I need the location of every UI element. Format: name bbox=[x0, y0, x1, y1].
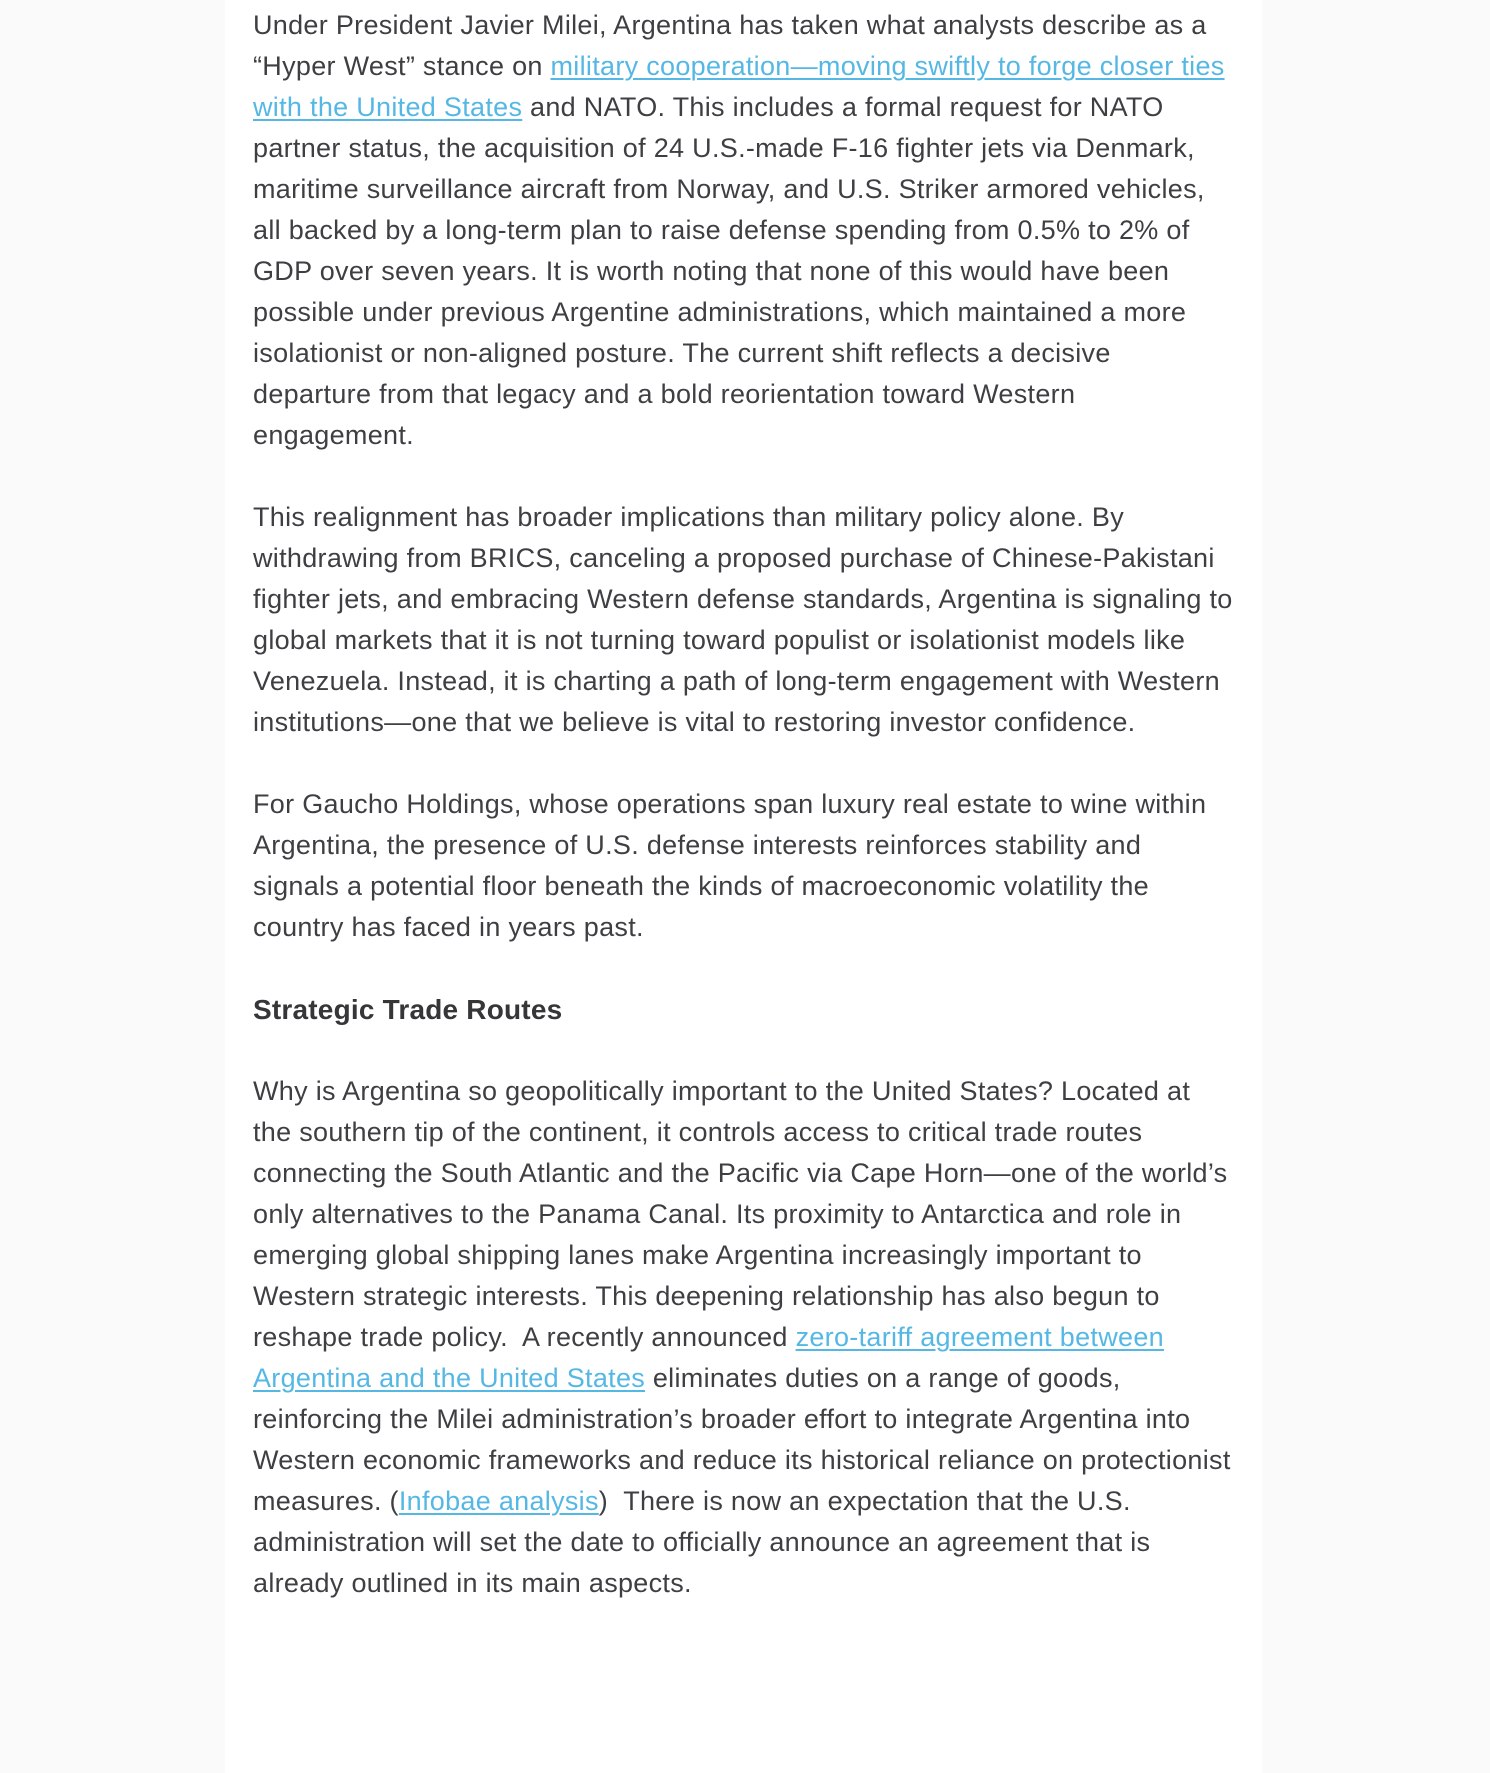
paragraph-text: eliminates duties on a range of goods, reinforcing the Milei administration’s broader effort to integrate Argentina into Western economic frameworks and reduce its historical reliance on protectionist measures. ( bbox=[253, 1363, 1231, 1516]
paragraph bbox=[253, 5, 1234, 456]
paragraph bbox=[253, 784, 1234, 948]
section-heading: Strategic Trade Routes bbox=[253, 994, 563, 1025]
inline-link[interactable]: zero-tariff agreement between Argentina and the United States bbox=[253, 1322, 1164, 1393]
paragraph-text: Why is Argentina so geopolitically important to the United States? Located at the southern tip of the continent, it controls access to critical trade routes connecting the South Atlantic and the Pacific via Cape Horn—one of the world’s only alternatives to the Panama Canal. Its proximity to Antarctica and role in emerging global shipping lanes make Argentina increasingly important to Western strategic interests. This deepening relationship has also begun to reshape trade policy. A recently announced bbox=[253, 1076, 1228, 1352]
article-body bbox=[253, 5, 1234, 1604]
paragraph-text: ) There is now an expectation that the U.S. administration will set the date to officially announce an agreement that is already outlined in its main aspects. bbox=[253, 1486, 1151, 1598]
paragraph-text: For Gaucho Holdings, whose operations span luxury real estate to wine within Argentina, the presence of U.S. defense interests reinforces stability and signals a potential floor beneath the kinds of macroeconomic volatility the country has faced in years past. bbox=[253, 789, 1207, 942]
paragraph bbox=[253, 497, 1234, 743]
paragraph-text: Under President Javier Milei, Argentina has taken what analysts describe as a “Hyper West” stance on bbox=[253, 10, 1207, 81]
inline-link[interactable]: military cooperation—moving swiftly to forge closer ties with the United States bbox=[253, 51, 1225, 122]
paragraph-text: and NATO. This includes a formal request for NATO partner status, the acquisition of 24 U.S.-made F-16 fighter jets via Denmark, maritime surveillance aircraft from Norway, and U.S. Striker armored vehicles, all backed by a long-term plan to raise defense spending from 0.5% to 2% of GDP over seven years. It is worth noting that none of this would have been possible under previous Argentine administrations, which maintained a more isolationist or non-aligned posture. The current shift reflects a decisive departure from that legacy and a bold reorientation toward Western engagement. bbox=[253, 92, 1205, 450]
paragraph-text: This realignment has broader implications than military policy alone. By withdrawing from BRICS, canceling a proposed purchase of Chinese-Pakistani fighter jets, and embracing Western defense standards, Argentina is signaling to global markets that it is not turning toward populist or isolationist models like Venezuela. Instead, it is charting a path of long-term engagement with Western institutions—one that we believe is vital to restoring investor confidence. bbox=[253, 502, 1233, 737]
inline-link[interactable]: Infobae analysis bbox=[398, 1486, 599, 1516]
email-content-card bbox=[225, 0, 1262, 1773]
paragraph bbox=[253, 1071, 1234, 1604]
